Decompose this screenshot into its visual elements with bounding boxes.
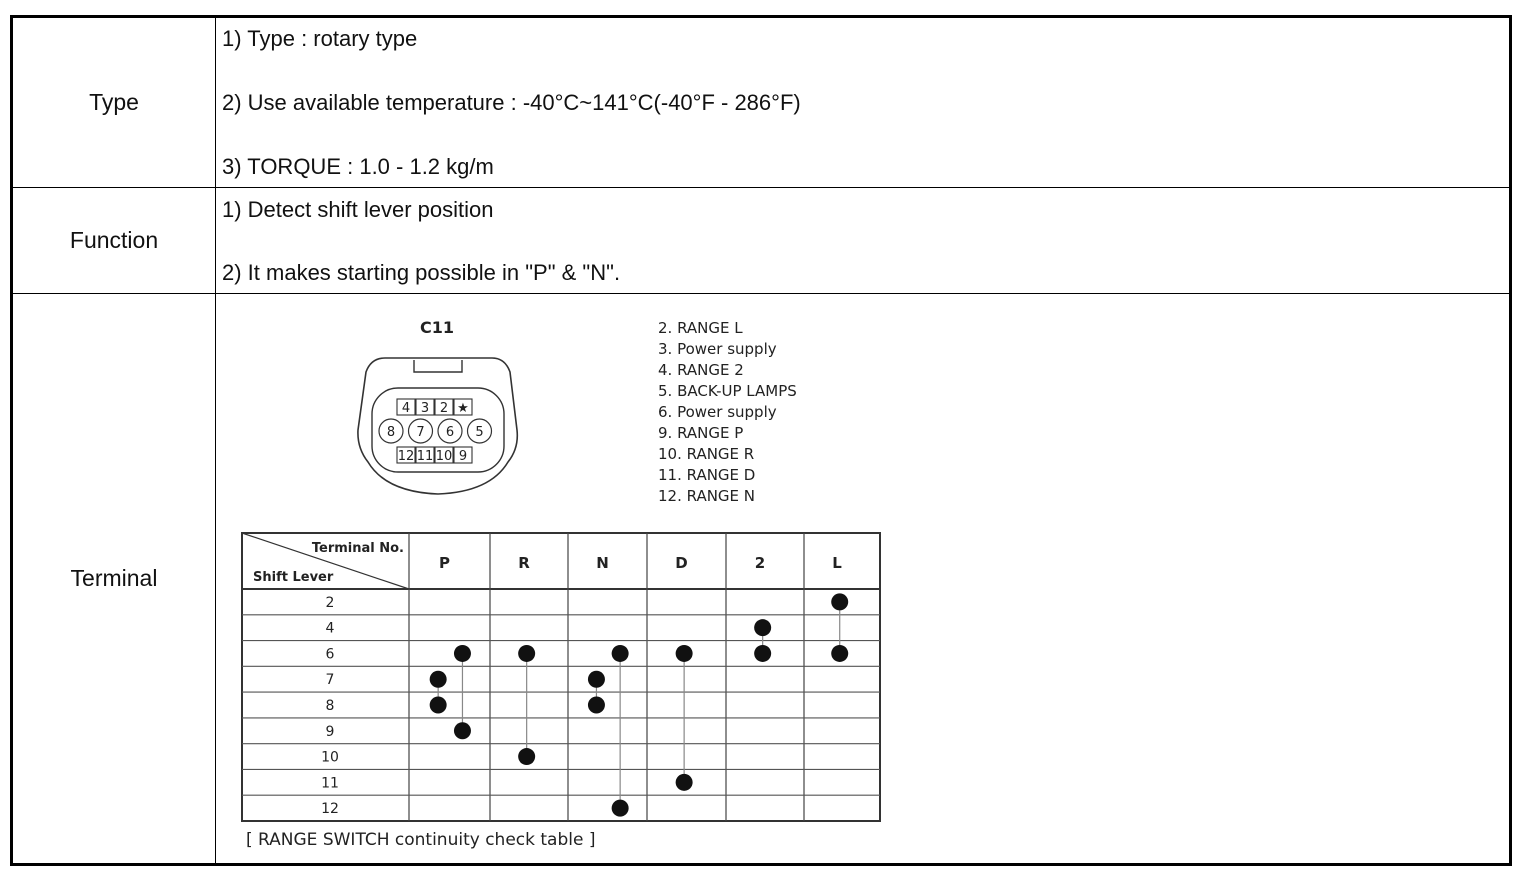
middle-pin-label: 7: [416, 425, 425, 440]
column-header-D: D: [675, 554, 688, 572]
type-line-3: 3) TORQUE : 1.0 - 1.2 kg/m: [222, 154, 494, 179]
connector-pins: [379, 399, 492, 464]
continuity-dot-P-9: [454, 722, 471, 739]
continuity-dot-N-7: [588, 671, 605, 688]
row-label-11: 11: [321, 775, 339, 792]
continuity-dot-L-6: [831, 645, 848, 662]
top-pin-label: 3: [420, 401, 430, 416]
top-pin-label: 4: [401, 401, 411, 416]
continuity-dot-L-2: [831, 593, 848, 610]
legend-item: 2. RANGE L: [658, 319, 743, 337]
top-pin-label: ★: [457, 401, 469, 416]
row-label-12: 12: [321, 801, 339, 818]
legend-item: 4. RANGE 2: [658, 361, 744, 379]
middle-pin-label: 8: [386, 425, 396, 440]
legend-item: 11. RANGE D: [658, 466, 756, 484]
continuity-dot-2-4: [754, 619, 771, 636]
connector-legend: [658, 319, 797, 505]
legend-item: 5. BACK-UP LAMPS: [658, 382, 797, 400]
connector-housing: [358, 358, 517, 494]
row-label-10: 10: [321, 749, 339, 766]
header-shift-lever: Shift Lever: [253, 570, 334, 585]
function-line-2: 2) It makes starting possible in "P" & "N".: [222, 260, 621, 285]
continuity-dot-D-6: [676, 645, 693, 662]
continuity-dot-R-10: [518, 748, 535, 765]
bottom-pin-label: 9: [458, 449, 468, 464]
top-pin-label: 2: [439, 401, 449, 416]
type-line-1: 1) Type : rotary type: [222, 26, 418, 51]
legend-item: 9. RANGE P: [658, 424, 744, 442]
continuity-dot-N-8: [588, 697, 605, 714]
legend-item: 6. Power supply: [658, 403, 777, 421]
function-line-1: 1) Detect shift lever position: [222, 197, 494, 222]
column-header-L: L: [832, 554, 842, 572]
type-line-2: 2) Use available temperature : -40°C~141°C(-40°F - 286°F): [222, 90, 801, 115]
continuity-dot-N-6: [612, 645, 629, 662]
column-header-2: 2: [754, 554, 766, 572]
column-header-P: P: [439, 554, 450, 572]
row-label-2: 2: [325, 594, 335, 611]
continuity-dot-P-6: [454, 645, 471, 662]
legend-item: 10. RANGE R: [658, 445, 755, 463]
connector-latch: [414, 360, 462, 372]
legend-item: 12. RANGE N: [658, 487, 756, 505]
row-label-8: 8: [325, 698, 335, 714]
row-label-9: 9: [325, 723, 335, 740]
bottom-pin-label: 11: [416, 449, 434, 464]
continuity-dot-P-7: [430, 671, 447, 688]
connector-name: C11: [420, 318, 455, 337]
bottom-pin-label: 12: [397, 449, 415, 464]
table-caption: [ RANGE SWITCH continuity check table ]: [246, 830, 596, 850]
continuity-dot-R-6: [518, 645, 535, 662]
continuity-dot-D-11: [676, 774, 693, 791]
type-label: Type: [89, 89, 139, 115]
row-label-4: 4: [325, 620, 335, 637]
column-header-R: R: [518, 554, 530, 572]
continuity-dot-N-12: [612, 800, 629, 817]
continuity-dot-P-8: [430, 697, 447, 714]
legend-item: 3. Power supply: [658, 340, 777, 358]
middle-pin-label: 6: [445, 425, 455, 440]
bottom-pin-label: 10: [435, 449, 453, 464]
middle-pin-label: 5: [475, 425, 484, 440]
terminal-label: Terminal: [70, 564, 158, 591]
continuity-dot-2-6: [754, 645, 771, 662]
function-label: Function: [69, 226, 159, 253]
row-label-7: 7: [325, 672, 335, 689]
row-label-6: 6: [325, 646, 335, 663]
column-header-N: N: [596, 554, 609, 572]
header-terminal-no: Terminal No.: [311, 541, 404, 556]
continuity-table: [242, 533, 880, 821]
